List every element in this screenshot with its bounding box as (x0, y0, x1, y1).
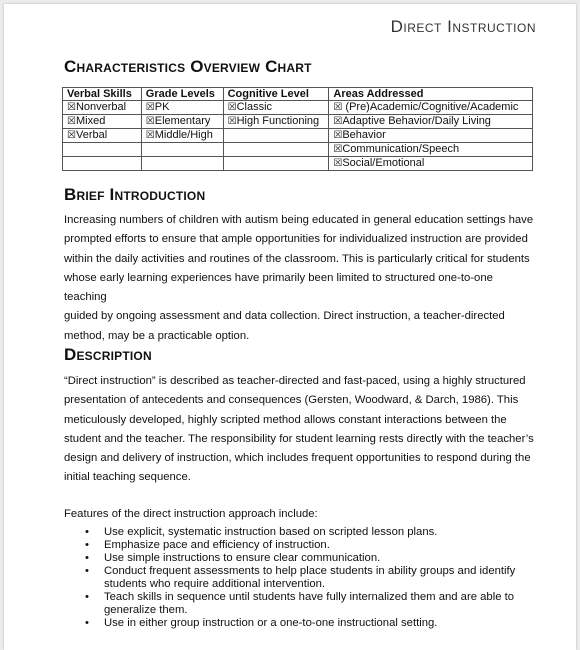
table-row (63, 143, 533, 157)
list-item (64, 539, 534, 552)
bullet-icon: • (85, 539, 89, 551)
checkbox-icon: ☒ (67, 116, 76, 127)
table-cell (223, 129, 329, 143)
cell-text: Behavior (342, 129, 386, 141)
table-cell (141, 101, 223, 115)
table-cell (63, 115, 142, 129)
checkbox-icon: ☒ (145, 102, 155, 113)
cell-text: Middle/High (154, 129, 213, 141)
column-header: Cognitive Level (223, 88, 329, 101)
table-cell (329, 115, 533, 129)
cell-text: Social/Emotional (342, 157, 425, 169)
table-cell (63, 157, 142, 171)
cell-text: PK (154, 101, 170, 113)
table-row (63, 157, 533, 171)
table-cell (223, 143, 329, 157)
checkbox-icon: ☒ (227, 102, 237, 113)
features-list (64, 526, 534, 630)
checkbox-icon: ☒ (67, 130, 76, 141)
table-cell (141, 143, 223, 157)
checkbox-icon: ☒ (333, 130, 343, 141)
features-lead-text: Features of the direct instruction approach include: (64, 508, 318, 520)
table-row (63, 115, 533, 129)
checkbox-icon: ☒ (333, 116, 343, 127)
table-cell (329, 101, 533, 115)
document-page (4, 4, 576, 650)
list-item (64, 617, 534, 630)
list-item-text: Conduct frequent assessments to help place students in ability groups and identify students who require additional intervention. (104, 565, 516, 590)
list-item-text: Use in either group instruction or a one-to-one instructional setting. (104, 617, 438, 629)
table-header-row (63, 88, 533, 101)
cell-text: Adaptive Behavior/Daily Living (342, 115, 491, 127)
checkbox-icon: ☒ (333, 102, 343, 113)
list-item (64, 591, 534, 617)
cell-text: Verbal (75, 129, 108, 141)
list-item (64, 552, 534, 565)
list-item (64, 526, 534, 539)
checkbox-icon: ☒ (333, 158, 343, 169)
running-head-text: Direct Instruction (390, 17, 536, 36)
bullet-icon: • (85, 552, 89, 564)
table-cell (223, 157, 329, 171)
cell-text: Classic (236, 101, 273, 113)
table-cell (329, 129, 533, 143)
intro-paragraph: Increasing numbers of children with autism being educated in general education settings have prompted efforts to ensure that ample opportunities for individualized instruction are provided within the daily activities and routines of the classroom. This is particularly critical for students whose early learning experiences have primarily been limited to structured one-to-one teaching guided by ongoing assessment and data collection. Direct instruction, a teacher-directed method, may be a practicable option. (64, 214, 534, 342)
list-item (64, 565, 534, 591)
cell-text: Nonverbal (75, 101, 127, 113)
list-item-text: Emphasize pace and efficiency of instruction. (104, 539, 330, 551)
cell-text: Elementary (154, 115, 211, 127)
table-cell (223, 101, 329, 115)
checkbox-icon: ☒ (67, 102, 76, 113)
cell-text: High Functioning (236, 115, 320, 127)
table-cell (329, 157, 533, 171)
table-cell (329, 143, 533, 157)
cell-text: Mixed (75, 115, 106, 127)
column-header: Verbal Skills (63, 88, 142, 101)
checkbox-icon: ☒ (145, 116, 155, 127)
checkbox-icon: ☒ (145, 130, 155, 141)
table-cell (141, 115, 223, 129)
bullet-icon: • (85, 591, 89, 603)
bullet-icon: • (85, 565, 89, 577)
description-heading: Description (64, 345, 152, 364)
table-row (63, 101, 533, 115)
running-head (391, 17, 536, 37)
list-item-text: Use simple instructions to ensure clear communication. (104, 552, 381, 564)
intro-heading: Brief Introduction (64, 185, 206, 204)
bullet-icon: • (85, 617, 89, 629)
list-item-text: Teach skills in sequence until students have fully internalized them and are able to generalize them. (104, 591, 515, 616)
checkbox-icon: ☒ (333, 144, 343, 155)
table-cell (63, 101, 142, 115)
description-paragraph: “Direct instruction” is described as teacher-directed and fast-paced, using a highly structured presentation of antecedents and consequences (Gersten, Woodward, & Darch, 1986). This meticulously developed, highly scripted method allows constant interactions between the student and the teacher. The responsibility for student learning rests directly with the teacher’s design and delivery of instruction, which includes frequent opportunities to respond during the initial teaching sequence. (64, 375, 534, 484)
cell-text: Communication/Speech (342, 143, 460, 155)
list-item-text: Use explicit, systematic instruction based on scripted lesson plans. (104, 526, 438, 538)
table-cell (141, 129, 223, 143)
column-header: Grade Levels (141, 88, 223, 101)
chart-title: Characteristics Overview Chart (64, 57, 312, 76)
table-cell (141, 157, 223, 171)
bullet-icon: • (85, 526, 89, 538)
table-row (63, 129, 533, 143)
cell-text: (Pre)Academic/Cognitive/Academic (342, 101, 519, 113)
table-cell (63, 129, 142, 143)
table-cell (63, 143, 142, 157)
checkbox-icon: ☒ (227, 116, 237, 127)
column-header: Areas Addressed (329, 88, 533, 101)
characteristics-table (62, 87, 533, 171)
table-cell (223, 115, 329, 129)
